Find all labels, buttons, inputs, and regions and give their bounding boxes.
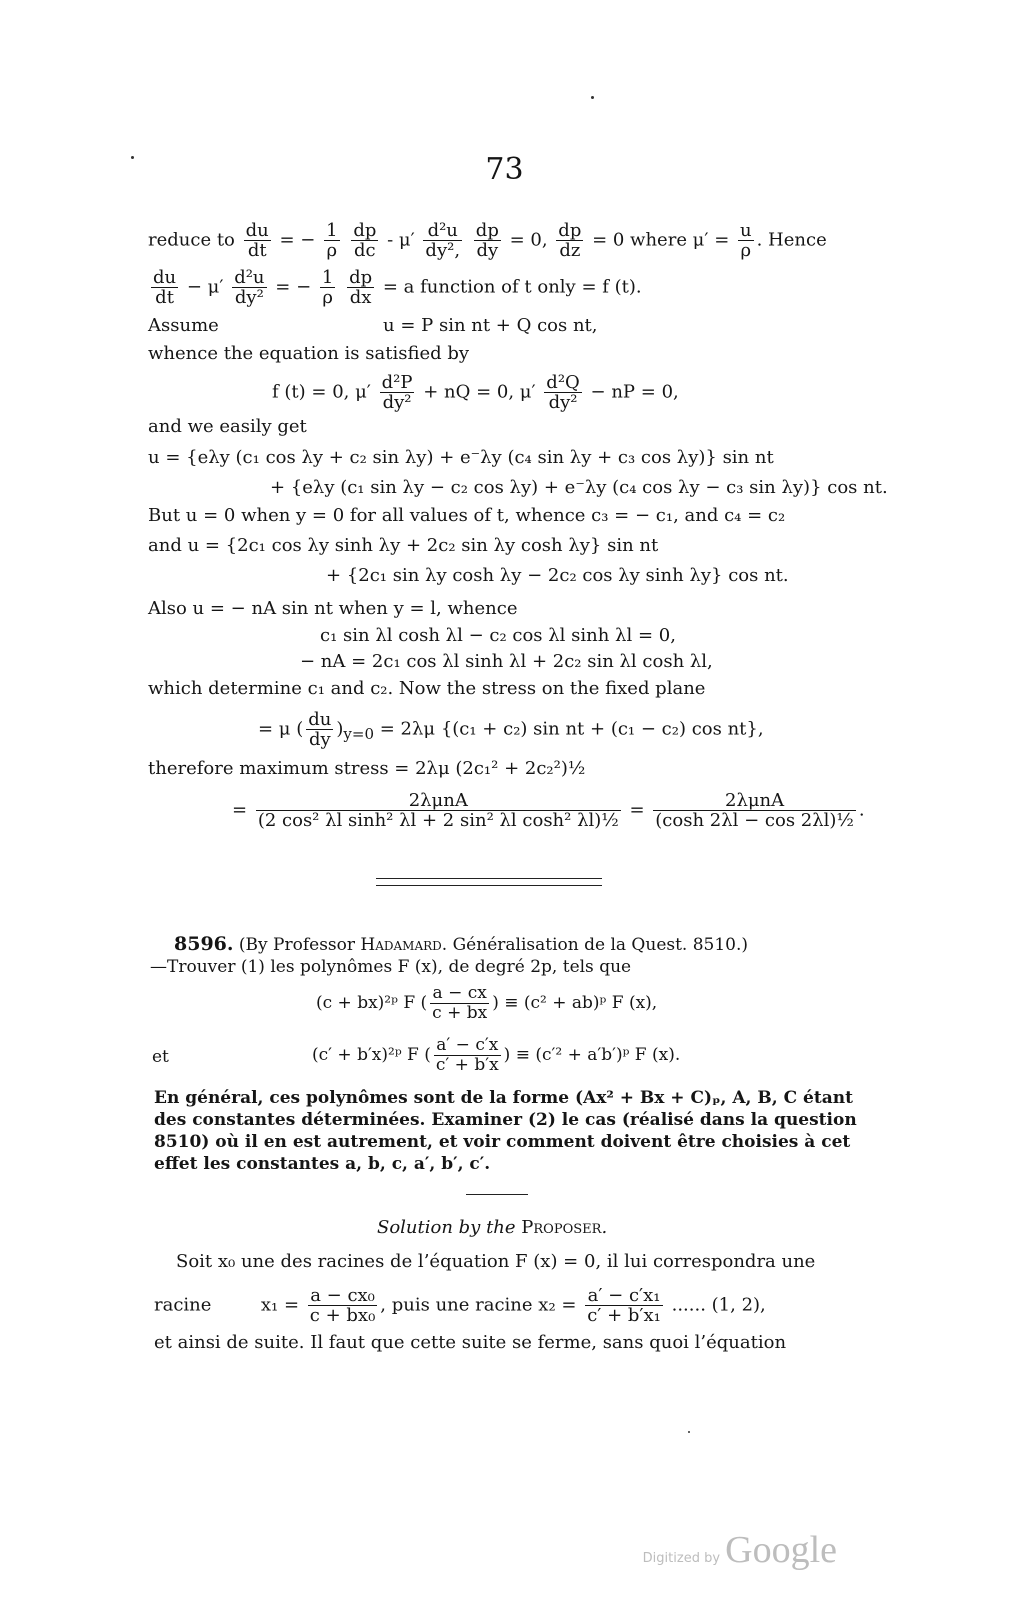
text: Assume <box>148 315 219 336</box>
equation-line: c₁ sin λl cosh λl − c₂ cos λl sinh λl = 0, <box>320 625 676 646</box>
denominator: c + bx <box>432 1003 488 1023</box>
text-line: —Trouver (1) les polynômes F (x), de degré 2p, tels que <box>150 957 632 977</box>
eq-line-reduce <box>148 221 827 260</box>
fraction <box>556 221 583 260</box>
eq-line-max-stress <box>232 791 865 830</box>
denominator: (2 cos² λl sinh² λl + 2 sin² λl cosh² λl)½ <box>257 810 619 831</box>
google-watermark <box>643 1528 837 1572</box>
text-line: des constantes déterminées. Examiner (2) le cas (réalisé dans la question <box>154 1110 857 1130</box>
numerator: u <box>740 220 752 241</box>
section-divider <box>376 878 602 879</box>
numerator: du <box>308 709 332 730</box>
fraction <box>320 268 335 307</box>
denominator: c′ + b′x₁ <box>587 1305 661 1326</box>
numerator: d²Q <box>546 372 580 393</box>
fraction <box>653 791 856 830</box>
text: - μ′ <box>387 229 415 251</box>
equation-line: u = {eλy (c₁ cos λy + c₂ sin λy) + e⁻λy (c₄ sin λy + c₃ cos λy)} sin nt <box>148 447 774 468</box>
fraction <box>232 268 266 307</box>
text: = <box>629 799 645 821</box>
denominator: (cosh 2λl − cos 2λl)½ <box>655 810 854 831</box>
text: f (t) = 0, μ′ <box>272 381 371 403</box>
solution-heading <box>377 1217 607 1239</box>
denominator: dy <box>308 729 331 750</box>
text: = − <box>275 276 312 298</box>
numerator: d²u <box>234 267 265 288</box>
denominator: ρ <box>322 287 333 308</box>
equation-line <box>312 1036 680 1075</box>
numerator: 2λμnA <box>256 791 621 811</box>
denominator: dy² <box>382 392 412 413</box>
text: = 2λμ {(c₁ + c₂) sin nt + (c₁ − c₂) cos nt}, <box>379 718 764 740</box>
fraction <box>544 373 582 412</box>
text-line: and we easily get <box>148 416 307 437</box>
text-line: Also u = − nA sin nt when y = l, whence <box>148 598 518 619</box>
numerator: 1 <box>321 267 334 288</box>
subscript: y=0 <box>343 725 374 744</box>
denominator: dy² <box>548 392 578 413</box>
equation-line: and u = {2c₁ cos λy sinh λy + 2c₂ sin λy cosh λy} sin nt <box>148 535 659 556</box>
text: Proposer <box>521 1217 602 1238</box>
text: = − <box>279 229 316 251</box>
text: Solution by the <box>377 1217 522 1238</box>
question-heading <box>174 933 748 956</box>
equation-line: + {eλy (c₁ sin λy − c₂ cos λy) + e⁻λy (c₄ cos λy − c₃ sin λy)} cos nt. <box>270 477 888 498</box>
text-line: effet les constantes a, b, c, a′, b′, c′. <box>154 1154 491 1174</box>
denominator: c′ + b′x <box>435 1055 499 1075</box>
text: = a function of t only = f (t). <box>382 276 642 298</box>
denominator: dz <box>559 240 581 261</box>
text: . Généralisation de la Quest. 8510.) <box>441 935 749 955</box>
denominator: dc <box>354 240 376 261</box>
question-number: 8596. <box>174 933 234 955</box>
numerator: a′ − c′x <box>434 1036 501 1056</box>
text-line: which determine c₁ and c₂. Now the stress on the fixed plane <box>148 678 706 699</box>
denominator: dy², <box>425 240 461 261</box>
text: − μ′ <box>186 276 224 298</box>
text: ) ≡ (c² + ab)ᵖ F (x), <box>492 993 658 1013</box>
text: = μ ( <box>258 718 304 740</box>
fraction <box>423 221 462 260</box>
numerator: dp <box>353 220 377 241</box>
text: = 0, <box>509 229 548 251</box>
fraction <box>380 373 415 412</box>
text: = <box>232 799 248 821</box>
fraction <box>256 791 621 830</box>
denominator: c + bx₀ <box>309 1305 376 1326</box>
numerator: dp <box>475 220 499 241</box>
denominator: dx <box>349 287 372 308</box>
scan-speck <box>591 96 594 99</box>
text: x₂ = <box>538 1294 577 1316</box>
fraction <box>324 221 339 260</box>
fraction <box>244 221 271 260</box>
equation-line: − nA = 2c₁ cos λl sinh λl + 2c₂ sin λl cosh λl, <box>300 651 713 672</box>
equation-line <box>316 984 657 1023</box>
text: reduce to <box>148 229 235 251</box>
eq-line-fdt <box>272 373 679 412</box>
numerator: a − cx₀ <box>308 1286 378 1306</box>
text: ) <box>336 718 344 740</box>
text: , puis une racine <box>380 1294 533 1316</box>
fraction <box>306 710 333 749</box>
author-name: Hadamard <box>360 935 442 955</box>
text: ) ≡ (c′² + a′b′)ᵖ F (x). <box>503 1045 681 1065</box>
google-logo: Google <box>725 1529 837 1571</box>
denominator: dt <box>247 240 267 261</box>
denominator: ρ <box>740 240 752 261</box>
text: (By Professor <box>238 935 361 955</box>
text-line: En général, ces polynômes sont de la forme (Ax² + Bx + C)ₚ, A, B, C étant <box>154 1088 853 1108</box>
numerator: 2λμnA <box>653 791 856 811</box>
text-line: Soit x₀ une des racines de l’équation F (x) = 0, il lui correspondra une <box>176 1251 816 1272</box>
numerator: du <box>245 220 269 241</box>
text-line: et ainsi de suite. Il faut que cette suite se ferme, sans quoi l’équation <box>154 1332 787 1353</box>
numerator: d²u <box>423 221 462 241</box>
text: ...... (1, 2), <box>671 1294 766 1316</box>
numerator: 1 <box>326 220 338 241</box>
text: . <box>601 1217 608 1238</box>
text: = 0 where μ′ = <box>592 229 730 251</box>
short-divider <box>466 1194 528 1195</box>
watermark-text: Digitized by <box>642 1551 721 1566</box>
eq-line-stress <box>258 710 764 749</box>
equation-u <box>383 315 598 337</box>
numerator: a′ − c′x₁ <box>585 1286 663 1306</box>
text: . Hence <box>756 229 827 251</box>
text: u = P sin nt + Q cos nt, <box>383 315 598 336</box>
eq-line-function <box>148 268 642 307</box>
numerator: d²P <box>381 372 413 393</box>
equation-line <box>154 1286 766 1325</box>
denominator: ρ <box>326 240 338 261</box>
fraction <box>434 1036 501 1075</box>
numerator: du <box>153 267 177 288</box>
fraction <box>308 1286 378 1325</box>
text: x₁ = <box>260 1294 300 1316</box>
numerator: dp <box>349 267 373 288</box>
fraction <box>738 221 754 260</box>
page-number: 73 <box>485 152 524 187</box>
denominator: dy <box>476 240 499 261</box>
text: . <box>858 799 865 821</box>
text-line: 8510) où il en est autrement, et voir comment doivent être choisies à cet <box>154 1132 851 1152</box>
text: − nP = 0, <box>590 381 679 403</box>
text: + nQ = 0, μ′ <box>423 381 536 403</box>
text-line: et <box>152 1047 169 1067</box>
denominator: dt <box>155 287 174 308</box>
section-divider <box>376 885 602 886</box>
fraction <box>585 1286 663 1325</box>
text-line: But u = 0 when y = 0 for all values of t, whence c₃ = − c₁, and c₄ = c₂ <box>148 505 786 526</box>
text-line: therefore maximum stress = 2λμ (2c₁² + 2c₂²)½ <box>148 758 586 779</box>
numerator: dp <box>558 220 582 241</box>
text: (c + bx)²ᵖ F ( <box>316 993 428 1013</box>
fraction <box>151 268 178 307</box>
fraction <box>351 221 378 260</box>
text-line: whence the equation is satisfied by <box>148 343 470 364</box>
scan-speck <box>688 1431 690 1433</box>
fraction <box>347 268 374 307</box>
text: racine <box>154 1294 212 1316</box>
numerator: a − cx <box>430 984 489 1004</box>
equation-line: + {2c₁ sin λy cosh λy − 2c₂ cos λy sinh λy} cos nt. <box>326 565 789 586</box>
text-line-assume <box>148 315 219 337</box>
text: (c′ + b′x)²ᵖ F ( <box>312 1045 431 1065</box>
fraction <box>430 984 489 1023</box>
denominator: dy² <box>234 287 264 308</box>
fraction <box>474 221 501 260</box>
